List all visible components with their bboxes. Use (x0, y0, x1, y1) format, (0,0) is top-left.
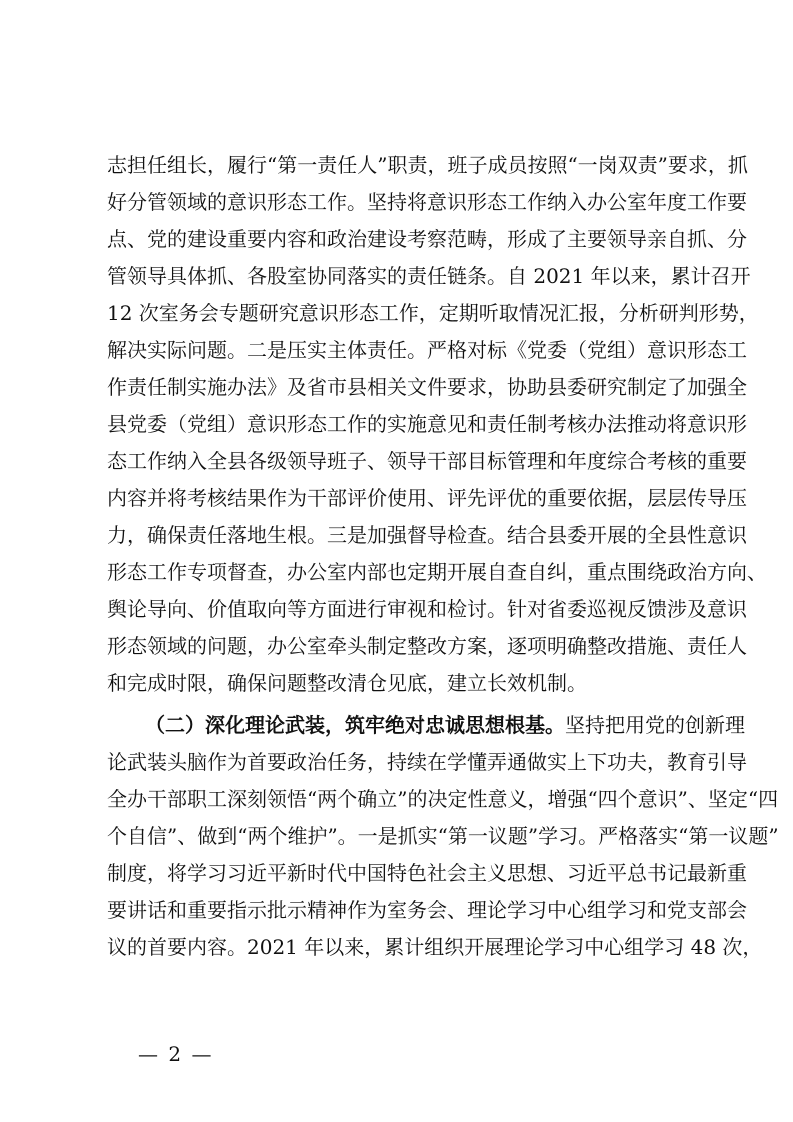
text-run: 坚持把用党的创新理 (565, 713, 745, 737)
text-line: 全办干部职工深刻领悟“两个确立”的决定性意义，增强“四个意识”、坚定“四 (107, 787, 779, 811)
text-line (145, 710, 745, 740)
text-line: 论武装头脑作为首要政治任务，持续在学懂弄通做实上下功夫，教育引导 (107, 750, 747, 774)
text-line: 态工作纳入全县各级领导班子、领导干部目标管理和年度综合考核的重要 (107, 449, 747, 473)
text-line: 力，确保责任落地生根。三是加强督导检查。结合县委开展的全县性意识 (107, 523, 747, 547)
text-line: 形态工作专项督查，办公室内部也定期开展自查自纠，重点围绕政治方向、 (107, 560, 767, 584)
text-line: 县党委（党组）意识形态工作的实施意见和责任制考核办法推动将意识形 (107, 412, 747, 436)
text-line: 制度，将学习习近平新时代中国特色社会主义思想、习近平总书记最新重 (107, 861, 747, 885)
text-line: 议的首要内容。2021 年以来，累计组织开展理论学习中心组学习 48 次， (107, 935, 763, 959)
text-line: 内容并将考核结果作为干部评价使用、评先评优的重要依据，层层传导压 (107, 486, 747, 510)
text-line: 舆论导向、价值取向等方面进行审视和检讨。针对省委巡视反馈涉及意识 (107, 597, 747, 621)
text-line: 个自信”、做到“两个维护”。一是抓实“第一议题”学习。严格落实“第一议题” (107, 824, 779, 848)
text-line: 和完成时限，确保问题整改清仓见底，建立长效机制。 (107, 671, 587, 695)
text-line: 要讲话和重要指示批示精神作为室务会、理论学习中心组学习和党支部会 (107, 898, 747, 922)
page-number: — 2 — (138, 1042, 214, 1066)
text-line: 点、党的建设重要内容和政治建设考察范畴，形成了主要领导亲自抓、分 (107, 227, 747, 251)
text-line: 12 次室务会专题研究意识形态工作，定期听取情况汇报，分析研判形势， (107, 301, 759, 325)
text-line: 形态领域的问题，办公室牵头制定整改方案，逐项明确整改措施、责任人 (107, 634, 747, 658)
text-line: 管领导具体抓、各股室协同落实的责任链条。自 2021 年以来，累计召开 (107, 264, 751, 288)
text-line: 作责任制实施办法》及省市县相关文件要求，协助县委研究制定了加强全 (107, 375, 747, 399)
text-line: 解决实际问题。二是压实主体责任。严格对标《党委（党组）意识形态工 (107, 338, 747, 362)
text-line: 志担任组长，履行“第一责任人”职责，班子成员按照“一岗双责”要求，抓 (107, 153, 748, 177)
section-heading: （二）深化理论武装，筑牢绝对忠诚思想根基。 (145, 713, 565, 737)
text-line: 好分管领域的意识形态工作。坚持将意识形态工作纳入办公室年度工作要 (107, 190, 747, 214)
